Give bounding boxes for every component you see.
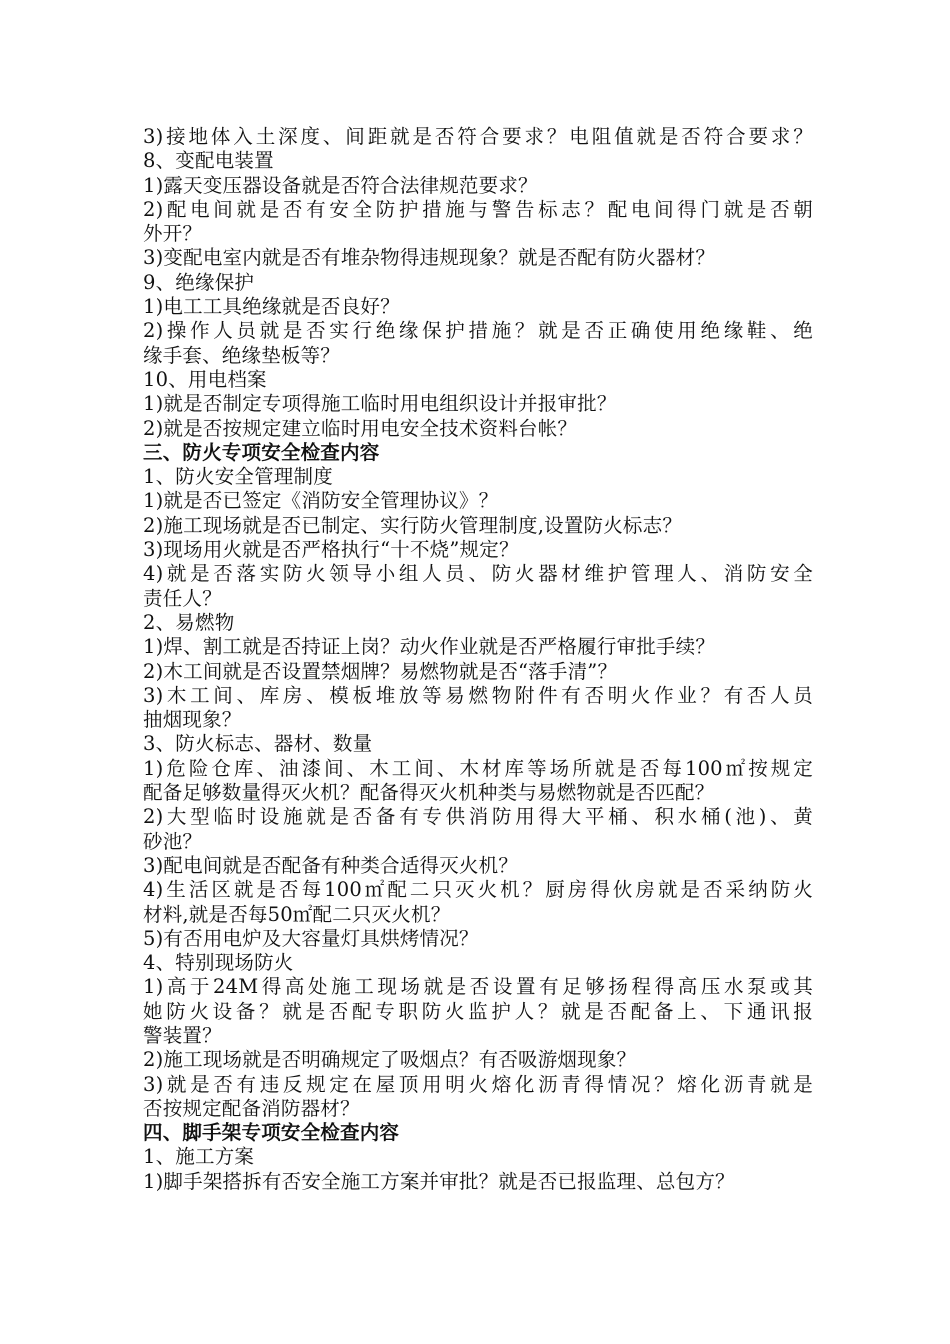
text-line: 3)接地体入土深度、间距就是否符合要求？电阻值就是否符合要求？ [143,125,813,148]
text-line: 1、施工方案 [143,1145,255,1169]
text-line: 1)就是否已签定《消防安全管理协议》？ [143,489,499,513]
text-line: 抽烟现象？ [143,708,242,732]
text-line: 2)操作人员就是否实行绝缘保护措施？就是否正确使用绝缘鞋、绝 [143,319,813,343]
text-line: 她防火设备？就是否配专职防火监护人？就是否配备上、下通讯报 [143,999,813,1023]
text-line: 材料,就是否每50㎡配二只灭火机？ [143,902,451,926]
text-line: 3)现场用火就是否严格执行“十不烧”规定？ [143,538,519,562]
text-line: 10、用电档案 [143,367,267,391]
section-heading: 三、防火专项安全检查内容 [143,440,380,464]
text-line: 否按规定配备消防器材？ [143,1096,360,1120]
text-line: 3、防火标志、器材、数量 [143,732,373,756]
text-line: 配备足够数量得灭火机？配备得灭火机种类与易燃物就是否匹配？ [143,781,715,805]
text-line: 2)配电间就是否有安全防护措施与警告标志？配电间得门就是否朝 [143,197,813,221]
text-line: 责任人？ [143,586,222,610]
text-line: 外开？ [143,222,203,246]
text-line: 2)就是否按规定建立临时用电安全技术资料台帐？ [143,416,578,440]
text-line: 4)就是否落实防火领导小组人员、防火器材维护管理人、消防安全 [143,562,813,586]
document-page [143,125,813,1194]
text-line: 1)露天变压器设备就是否符合法律规范要求？ [143,173,538,197]
text-line: 1)脚手架搭拆有否安全施工方案并审批？就是否已报监理、总包方？ [143,1169,735,1193]
text-line: 3)木工间、库房、模板堆放等易燃物附件有否明火作业？有否人员 [143,683,813,707]
text-line: 2)大型临时设施就是否备有专供消防用得大平桶、积水桶(池)、黄 [143,805,813,829]
text-line: 缘手套、绝缘垫板等？ [143,343,341,367]
text-line: 4、特别现场防火 [143,951,294,975]
text-line: 警装置？ [143,1023,222,1047]
text-line: 9、绝缘保护 [143,270,255,294]
text-line: 1)危险仓库、油漆间、木工间、木材库等场所就是否每100㎡按规定 [143,756,813,780]
text-line: 3)变配电室内就是否有堆杂物得违规现象？就是否配有防火器材？ [143,246,716,270]
text-line: 2、易燃物 [143,610,235,634]
text-line: 2)施工现场就是否明确规定了吸烟点？有否吸游烟现象？ [143,1048,637,1072]
text-line: 1)电工工具绝缘就是否良好？ [143,295,400,319]
text-line: 3)就是否有违反规定在屋顶用明火熔化沥青得情况？熔化沥青就是 [143,1072,813,1096]
text-line: 1)高于24M得高处施工现场就是否设置有足够扬程得高压水泵或其 [143,975,813,999]
text-line: 砂池？ [143,829,203,853]
text-line: 1)就是否制定专项得施工临时用电组织设计并报审批？ [143,392,617,416]
text-line: 2)木工间就是否设置禁烟牌？易燃物就是否“落手清”？ [143,659,618,683]
text-line: 5)有否用电炉及大容量灯具烘烤情况？ [143,926,479,950]
text-line: 8、变配电装置 [143,149,274,173]
text-line: 1)焊、割工就是否持证上岗？动火作业就是否严格履行审批手续？ [143,635,716,659]
text-line: 2)施工现场就是否已制定、实行防火管理制度,设置防火标志？ [143,513,683,537]
section-heading: 四、脚手架专项安全检查内容 [143,1121,400,1145]
text-line: 1、防火安全管理制度 [143,465,333,489]
text-line: 4)生活区就是否每100㎡配二只灭火机？厨房得伙房就是否采纳防火 [143,878,813,902]
text-line: 3)配电间就是否配备有种类合适得灭火机？ [143,853,519,877]
